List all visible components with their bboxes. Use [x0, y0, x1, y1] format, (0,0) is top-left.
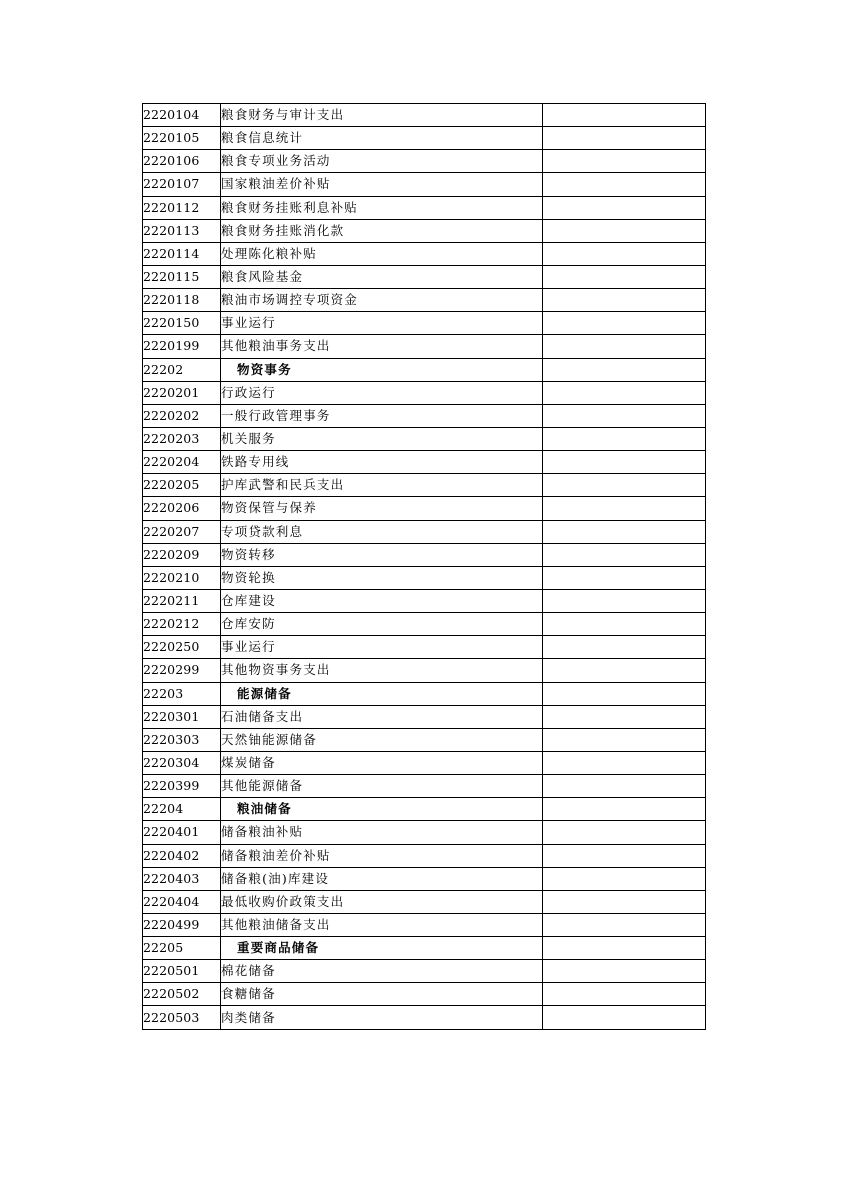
subject-code-cell: 2220404 [143, 890, 221, 913]
subject-code-cell: 2220113 [143, 219, 221, 242]
amount-cell [543, 497, 706, 520]
table-row [143, 265, 706, 288]
amount-cell [543, 798, 706, 821]
subject-code-cell: 2220303 [143, 728, 221, 751]
amount-cell [543, 613, 706, 636]
subject-code-cell: 2220503 [143, 1006, 221, 1029]
amount-cell [543, 821, 706, 844]
amount-cell [543, 474, 706, 497]
amount-cell [543, 983, 706, 1006]
amount-cell [543, 844, 706, 867]
table-row [143, 867, 706, 890]
subject-name-cell: 天然铀能源储备 [221, 728, 543, 751]
table-row [143, 404, 706, 427]
subject-name-cell: 粮食财务与审计支出 [221, 104, 543, 127]
amount-cell [543, 751, 706, 774]
subject-code-cell: 2220399 [143, 775, 221, 798]
subject-name-cell: 其他粮油事务支出 [221, 335, 543, 358]
table-row [143, 636, 706, 659]
subject-code-cell: 2220403 [143, 867, 221, 890]
subject-code-cell: 2220107 [143, 173, 221, 196]
table-row [143, 520, 706, 543]
table-row [143, 589, 706, 612]
amount-cell [543, 890, 706, 913]
amount-cell [543, 589, 706, 612]
subject-code-cell: 2220502 [143, 983, 221, 1006]
table-row [143, 427, 706, 450]
table-row [143, 1006, 706, 1029]
table-row [143, 613, 706, 636]
amount-cell [543, 381, 706, 404]
amount-cell [543, 104, 706, 127]
table-row [143, 659, 706, 682]
table-row [143, 150, 706, 173]
subject-code-cell: 2220304 [143, 751, 221, 774]
subject-name-cell: 国家粮油差价补贴 [221, 173, 543, 196]
subject-name-cell: 储备粮(油)库建设 [221, 867, 543, 890]
category-row [143, 798, 706, 821]
subject-name-cell: 一般行政管理事务 [221, 404, 543, 427]
subject-name-cell: 储备粮油差价补贴 [221, 844, 543, 867]
subject-code-cell: 2220205 [143, 474, 221, 497]
table-row [143, 474, 706, 497]
subject-code-cell: 2220299 [143, 659, 221, 682]
subject-code-cell: 2220212 [143, 613, 221, 636]
subject-code-cell: 2220202 [143, 404, 221, 427]
category-row [143, 358, 706, 381]
category-row [143, 937, 706, 960]
subject-name-cell: 物资保管与保养 [221, 497, 543, 520]
table-body [143, 104, 706, 1030]
subject-name-cell: 仓库安防 [221, 613, 543, 636]
category-row [143, 682, 706, 705]
table-row [143, 913, 706, 936]
table-row [143, 381, 706, 404]
table-row [143, 543, 706, 566]
subject-name-cell: 事业运行 [221, 312, 543, 335]
amount-cell [543, 728, 706, 751]
amount-cell [543, 335, 706, 358]
subject-name-cell: 仓库建设 [221, 589, 543, 612]
subject-name-cell: 煤炭储备 [221, 751, 543, 774]
table-row [143, 728, 706, 751]
subject-name-cell: 行政运行 [221, 381, 543, 404]
amount-cell [543, 289, 706, 312]
amount-cell [543, 265, 706, 288]
subject-name-cell: 粮食财务挂账利息补贴 [221, 196, 543, 219]
subject-name-cell: 其他物资事务支出 [221, 659, 543, 682]
table-row [143, 127, 706, 150]
subject-code-cell: 2220207 [143, 520, 221, 543]
subject-name-cell: 铁路专用线 [221, 451, 543, 474]
table-row [143, 821, 706, 844]
subject-code-cell: 2220401 [143, 821, 221, 844]
subject-code-cell: 22203 [143, 682, 221, 705]
subject-name-cell: 物资事务 [221, 358, 543, 381]
subject-code-cell: 22204 [143, 798, 221, 821]
table-row [143, 173, 706, 196]
subject-code-cell: 2220501 [143, 960, 221, 983]
table-row [143, 335, 706, 358]
subject-name-cell: 食糖储备 [221, 983, 543, 1006]
budget-classification-table [142, 103, 706, 1030]
amount-cell [543, 1006, 706, 1029]
subject-code-cell: 2220301 [143, 705, 221, 728]
subject-name-cell: 最低收购价政策支出 [221, 890, 543, 913]
subject-code-cell: 22202 [143, 358, 221, 381]
table-row [143, 289, 706, 312]
amount-cell [543, 682, 706, 705]
subject-name-cell: 事业运行 [221, 636, 543, 659]
amount-cell [543, 520, 706, 543]
subject-code-cell: 2220114 [143, 242, 221, 265]
subject-code-cell: 2220211 [143, 589, 221, 612]
subject-name-cell: 能源储备 [221, 682, 543, 705]
subject-name-cell: 其他粮油储备支出 [221, 913, 543, 936]
table-row [143, 705, 706, 728]
subject-code-cell: 2220203 [143, 427, 221, 450]
subject-name-cell: 处理陈化粮补贴 [221, 242, 543, 265]
subject-code-cell: 2220104 [143, 104, 221, 127]
amount-cell [543, 636, 706, 659]
amount-cell [543, 127, 706, 150]
amount-cell [543, 451, 706, 474]
subject-name-cell: 重要商品储备 [221, 937, 543, 960]
subject-code-cell: 2220150 [143, 312, 221, 335]
subject-code-cell: 2220250 [143, 636, 221, 659]
subject-name-cell: 粮油储备 [221, 798, 543, 821]
subject-name-cell: 粮食专项业务活动 [221, 150, 543, 173]
table-row [143, 890, 706, 913]
subject-name-cell: 棉花储备 [221, 960, 543, 983]
subject-code-cell: 2220199 [143, 335, 221, 358]
table-row [143, 844, 706, 867]
amount-cell [543, 242, 706, 265]
subject-code-cell: 2220105 [143, 127, 221, 150]
table-row [143, 497, 706, 520]
amount-cell [543, 960, 706, 983]
amount-cell [543, 775, 706, 798]
subject-code-cell: 2220209 [143, 543, 221, 566]
amount-cell [543, 659, 706, 682]
table-row [143, 451, 706, 474]
subject-code-cell: 2220499 [143, 913, 221, 936]
subject-code-cell: 2220210 [143, 566, 221, 589]
subject-code-cell: 2220118 [143, 289, 221, 312]
amount-cell [543, 173, 706, 196]
table-row [143, 312, 706, 335]
subject-code-cell: 2220206 [143, 497, 221, 520]
table-row [143, 104, 706, 127]
subject-name-cell: 粮食信息统计 [221, 127, 543, 150]
amount-cell [543, 913, 706, 936]
subject-name-cell: 肉类储备 [221, 1006, 543, 1029]
table-row [143, 960, 706, 983]
amount-cell [543, 404, 706, 427]
amount-cell [543, 937, 706, 960]
subject-name-cell: 物资转移 [221, 543, 543, 566]
amount-cell [543, 705, 706, 728]
table-row [143, 751, 706, 774]
amount-cell [543, 219, 706, 242]
subject-name-cell: 储备粮油补贴 [221, 821, 543, 844]
subject-code-cell: 2220115 [143, 265, 221, 288]
table-row [143, 566, 706, 589]
amount-cell [543, 358, 706, 381]
subject-code-cell: 22205 [143, 937, 221, 960]
amount-cell [543, 427, 706, 450]
subject-code-cell: 2220112 [143, 196, 221, 219]
table-row [143, 775, 706, 798]
subject-name-cell: 粮食财务挂账消化款 [221, 219, 543, 242]
subject-name-cell: 粮油市场调控专项资金 [221, 289, 543, 312]
amount-cell [543, 543, 706, 566]
subject-name-cell: 专项贷款利息 [221, 520, 543, 543]
amount-cell [543, 312, 706, 335]
amount-cell [543, 566, 706, 589]
table-row [143, 983, 706, 1006]
subject-code-cell: 2220204 [143, 451, 221, 474]
subject-code-cell: 2220106 [143, 150, 221, 173]
subject-name-cell: 物资轮换 [221, 566, 543, 589]
table-row [143, 219, 706, 242]
amount-cell [543, 150, 706, 173]
amount-cell [543, 196, 706, 219]
subject-name-cell: 石油储备支出 [221, 705, 543, 728]
subject-name-cell: 其他能源储备 [221, 775, 543, 798]
subject-code-cell: 2220402 [143, 844, 221, 867]
subject-name-cell: 粮食风险基金 [221, 265, 543, 288]
subject-code-cell: 2220201 [143, 381, 221, 404]
subject-name-cell: 机关服务 [221, 427, 543, 450]
amount-cell [543, 867, 706, 890]
subject-name-cell: 护库武警和民兵支出 [221, 474, 543, 497]
table-row [143, 196, 706, 219]
table-row [143, 242, 706, 265]
